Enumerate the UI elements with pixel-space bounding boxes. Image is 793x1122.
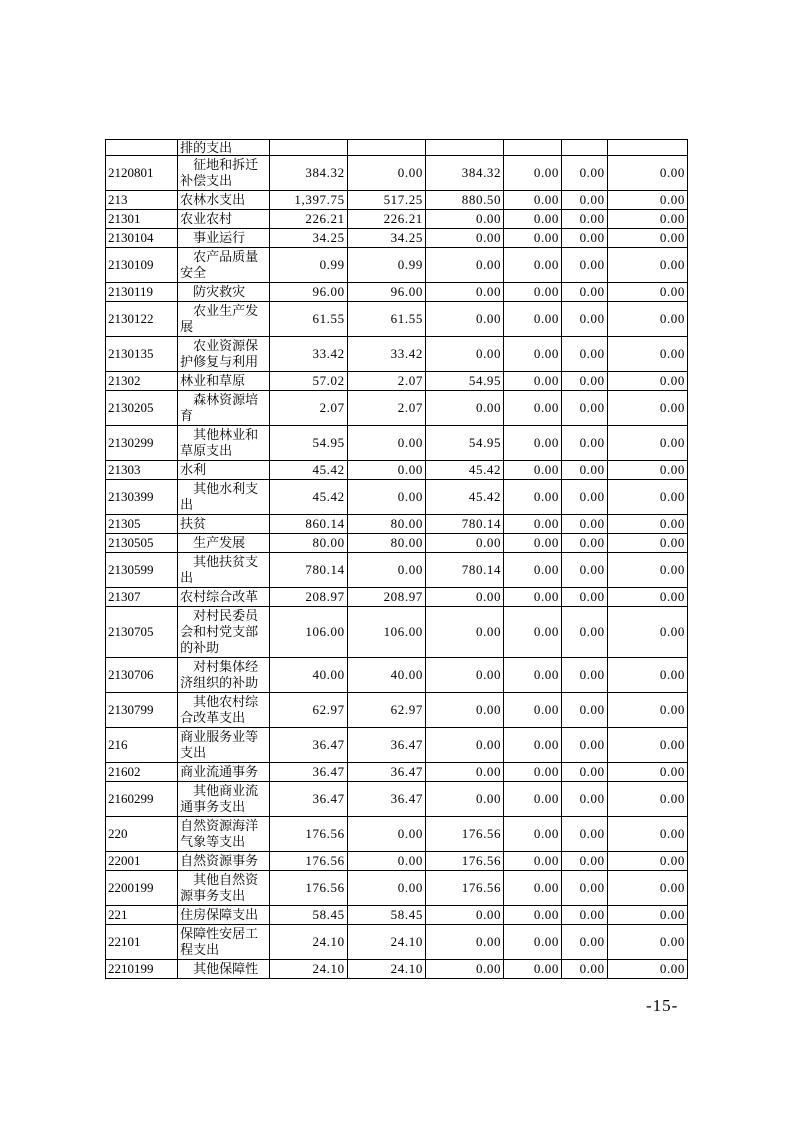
- value-cell: 0.00: [504, 283, 562, 302]
- code-cell: 2130599: [106, 553, 178, 588]
- value-cell: 0.00: [607, 960, 687, 979]
- value-cell: 106.00: [269, 607, 347, 658]
- value-cell: 226.21: [269, 210, 347, 229]
- value-cell: 0.00: [347, 553, 425, 588]
- value-cell: 0.00: [607, 906, 687, 925]
- name-cell: 其他水利支出: [178, 480, 269, 515]
- table-row: [106, 960, 688, 979]
- value-cell: 1,397.75: [269, 191, 347, 210]
- value-cell: 176.56: [425, 871, 503, 906]
- value-cell: 0.00: [607, 728, 687, 763]
- table-row: [106, 426, 688, 461]
- table-row: [106, 588, 688, 607]
- value-cell: 0.00: [607, 782, 687, 817]
- value-cell: 62.97: [269, 693, 347, 728]
- value-cell: 0.00: [425, 763, 503, 782]
- value-cell: 0.00: [607, 283, 687, 302]
- value-cell: 80.00: [347, 534, 425, 553]
- value-cell: 0.00: [504, 925, 562, 960]
- value-cell: 226.21: [347, 210, 425, 229]
- value-cell: 0.00: [607, 588, 687, 607]
- value-cell: 0.00: [425, 925, 503, 960]
- budget-table-container: [105, 139, 688, 979]
- value-cell: 517.25: [347, 191, 425, 210]
- value-cell: 0.00: [562, 925, 608, 960]
- name-cell: 征地和拆迁补偿支出: [178, 156, 269, 191]
- name-cell: 森林资源培育: [178, 391, 269, 426]
- name-cell: 农产品质量安全: [178, 248, 269, 283]
- table-row: [106, 515, 688, 534]
- value-cell: 0.00: [607, 534, 687, 553]
- value-cell: 0.00: [504, 763, 562, 782]
- value-cell: 0.00: [562, 817, 608, 852]
- value-cell: 0.00: [504, 426, 562, 461]
- value-cell: 0.99: [347, 248, 425, 283]
- value-cell: [562, 140, 608, 156]
- value-cell: [347, 140, 425, 156]
- value-cell: 0.00: [607, 763, 687, 782]
- value-cell: 0.00: [425, 588, 503, 607]
- value-cell: 0.00: [504, 658, 562, 693]
- value-cell: 0.00: [562, 480, 608, 515]
- value-cell: 40.00: [347, 658, 425, 693]
- value-cell: 0.00: [562, 553, 608, 588]
- code-cell: 2130122: [106, 302, 178, 337]
- value-cell: 2.07: [347, 391, 425, 426]
- value-cell: 0.00: [562, 461, 608, 480]
- value-cell: 36.47: [269, 763, 347, 782]
- name-cell: 自然资源事务: [178, 852, 269, 871]
- code-cell: 220: [106, 817, 178, 852]
- value-cell: 45.42: [269, 461, 347, 480]
- value-cell: 0.00: [504, 229, 562, 248]
- value-cell: 0.00: [607, 229, 687, 248]
- value-cell: 0.00: [562, 782, 608, 817]
- value-cell: 24.10: [347, 960, 425, 979]
- value-cell: 0.00: [425, 782, 503, 817]
- value-cell: 176.56: [269, 852, 347, 871]
- name-cell: 农林水支出: [178, 191, 269, 210]
- value-cell: 0.00: [562, 248, 608, 283]
- value-cell: 0.00: [347, 852, 425, 871]
- code-cell: 21301: [106, 210, 178, 229]
- value-cell: 36.47: [347, 728, 425, 763]
- value-cell: 0.00: [504, 906, 562, 925]
- code-cell: 21307: [106, 588, 178, 607]
- code-cell: 2120801: [106, 156, 178, 191]
- value-cell: 208.97: [347, 588, 425, 607]
- value-cell: 0.00: [425, 906, 503, 925]
- table-row: [106, 337, 688, 372]
- table-row: [106, 728, 688, 763]
- value-cell: 0.00: [562, 607, 608, 658]
- table-row: [106, 925, 688, 960]
- table-row: [106, 852, 688, 871]
- value-cell: 0.00: [504, 391, 562, 426]
- value-cell: 880.50: [425, 191, 503, 210]
- name-cell: 防灾救灾: [178, 283, 269, 302]
- value-cell: 0.00: [504, 480, 562, 515]
- code-cell: 2130705: [106, 607, 178, 658]
- value-cell: 0.00: [562, 372, 608, 391]
- value-cell: 0.00: [562, 534, 608, 553]
- table-row: [106, 871, 688, 906]
- budget-table: [105, 139, 688, 979]
- table-row: [106, 534, 688, 553]
- value-cell: 0.00: [504, 156, 562, 191]
- value-cell: 0.00: [607, 871, 687, 906]
- value-cell: 0.00: [607, 553, 687, 588]
- value-cell: 0.00: [562, 283, 608, 302]
- value-cell: [425, 140, 503, 156]
- value-cell: 0.00: [347, 426, 425, 461]
- value-cell: 0.00: [425, 302, 503, 337]
- code-cell: 21302: [106, 372, 178, 391]
- value-cell: 0.00: [607, 372, 687, 391]
- code-cell: 21303: [106, 461, 178, 480]
- value-cell: 0.00: [607, 515, 687, 534]
- value-cell: 0.00: [562, 337, 608, 372]
- value-cell: 0.00: [607, 337, 687, 372]
- value-cell: 0.00: [562, 156, 608, 191]
- value-cell: 0.00: [562, 658, 608, 693]
- value-cell: 0.00: [562, 391, 608, 426]
- value-cell: 24.10: [347, 925, 425, 960]
- value-cell: 0.00: [504, 693, 562, 728]
- table-row: [106, 210, 688, 229]
- table-row: [106, 553, 688, 588]
- value-cell: 0.00: [607, 480, 687, 515]
- name-cell: 其他自然资源事务支出: [178, 871, 269, 906]
- code-cell: 2130505: [106, 534, 178, 553]
- name-cell: 其他商业流通事务支出: [178, 782, 269, 817]
- value-cell: 0.00: [425, 391, 503, 426]
- code-cell: [106, 140, 178, 156]
- value-cell: 0.00: [504, 960, 562, 979]
- value-cell: 45.42: [269, 480, 347, 515]
- code-cell: 21305: [106, 515, 178, 534]
- value-cell: 36.47: [269, 728, 347, 763]
- name-cell: 事业运行: [178, 229, 269, 248]
- name-cell: 排的支出: [178, 140, 269, 156]
- budget-table-body: [106, 140, 688, 979]
- value-cell: 176.56: [425, 852, 503, 871]
- table-row: [106, 248, 688, 283]
- name-cell: 对村民委员会和村党支部的补助: [178, 607, 269, 658]
- value-cell: 176.56: [269, 817, 347, 852]
- name-cell: 生产发展: [178, 534, 269, 553]
- value-cell: 0.00: [562, 515, 608, 534]
- value-cell: 0.00: [607, 156, 687, 191]
- name-cell: 住房保障支出: [178, 906, 269, 925]
- value-cell: 0.00: [425, 607, 503, 658]
- table-row: [106, 817, 688, 852]
- code-cell: 2130706: [106, 658, 178, 693]
- value-cell: 0.00: [607, 852, 687, 871]
- table-row: [106, 229, 688, 248]
- name-cell: 保障性安居工程支出: [178, 925, 269, 960]
- name-cell: 扶贫: [178, 515, 269, 534]
- name-cell: 农业农村: [178, 210, 269, 229]
- value-cell: 0.00: [504, 372, 562, 391]
- code-cell: 2130119: [106, 283, 178, 302]
- name-cell: 农业生产发展: [178, 302, 269, 337]
- name-cell: 农村综合改革: [178, 588, 269, 607]
- table-row: [106, 283, 688, 302]
- value-cell: 0.00: [504, 553, 562, 588]
- value-cell: 384.32: [269, 156, 347, 191]
- value-cell: 0.00: [504, 302, 562, 337]
- value-cell: 0.00: [425, 960, 503, 979]
- value-cell: 0.00: [607, 607, 687, 658]
- table-row: [106, 156, 688, 191]
- code-cell: 21602: [106, 763, 178, 782]
- value-cell: 0.00: [425, 248, 503, 283]
- value-cell: 0.00: [504, 728, 562, 763]
- value-cell: 0.00: [607, 461, 687, 480]
- value-cell: 80.00: [347, 515, 425, 534]
- table-row: [106, 658, 688, 693]
- name-cell: 对村集体经济组织的补助: [178, 658, 269, 693]
- value-cell: 0.00: [607, 426, 687, 461]
- value-cell: 106.00: [347, 607, 425, 658]
- name-cell: 水利: [178, 461, 269, 480]
- value-cell: 0.00: [504, 534, 562, 553]
- value-cell: 0.00: [562, 426, 608, 461]
- table-row: [106, 302, 688, 337]
- name-cell: 其他林业和草原支出: [178, 426, 269, 461]
- value-cell: 0.00: [504, 782, 562, 817]
- value-cell: 0.00: [562, 763, 608, 782]
- table-row: [106, 372, 688, 391]
- name-cell: 商业服务业等支出: [178, 728, 269, 763]
- value-cell: 0.00: [562, 210, 608, 229]
- value-cell: 58.45: [269, 906, 347, 925]
- value-cell: [607, 140, 687, 156]
- value-cell: 0.00: [562, 191, 608, 210]
- name-cell: 其他扶贫支出: [178, 553, 269, 588]
- name-cell: 林业和草原: [178, 372, 269, 391]
- value-cell: 0.00: [504, 248, 562, 283]
- value-cell: [269, 140, 347, 156]
- table-row: [106, 607, 688, 658]
- value-cell: 0.00: [347, 480, 425, 515]
- value-cell: 0.00: [425, 728, 503, 763]
- code-cell: 216: [106, 728, 178, 763]
- table-row: [106, 763, 688, 782]
- value-cell: 0.00: [562, 588, 608, 607]
- code-cell: 2200199: [106, 871, 178, 906]
- value-cell: 780.14: [425, 553, 503, 588]
- value-cell: 33.42: [269, 337, 347, 372]
- table-row: [106, 191, 688, 210]
- value-cell: 384.32: [425, 156, 503, 191]
- value-cell: 36.47: [269, 782, 347, 817]
- value-cell: 0.00: [504, 461, 562, 480]
- value-cell: 176.56: [269, 871, 347, 906]
- value-cell: 57.02: [269, 372, 347, 391]
- value-cell: 36.47: [347, 763, 425, 782]
- value-cell: 0.00: [425, 337, 503, 372]
- table-row: [106, 782, 688, 817]
- value-cell: 24.10: [269, 960, 347, 979]
- code-cell: 2160299: [106, 782, 178, 817]
- value-cell: 0.00: [607, 817, 687, 852]
- value-cell: 0.00: [562, 728, 608, 763]
- name-cell: 其他保障性: [178, 960, 269, 979]
- code-cell: 221: [106, 906, 178, 925]
- value-cell: 0.00: [504, 871, 562, 906]
- value-cell: 0.00: [562, 229, 608, 248]
- value-cell: 2.07: [269, 391, 347, 426]
- value-cell: 0.00: [607, 302, 687, 337]
- code-cell: 2130104: [106, 229, 178, 248]
- code-cell: 213: [106, 191, 178, 210]
- value-cell: 2.07: [347, 372, 425, 391]
- value-cell: 0.00: [425, 658, 503, 693]
- table-row: [106, 140, 688, 156]
- value-cell: 0.00: [562, 852, 608, 871]
- value-cell: 0.00: [504, 337, 562, 372]
- table-row: [106, 480, 688, 515]
- value-cell: 33.42: [347, 337, 425, 372]
- value-cell: 54.95: [425, 426, 503, 461]
- value-cell: 0.00: [504, 191, 562, 210]
- value-cell: 780.14: [425, 515, 503, 534]
- code-cell: 22001: [106, 852, 178, 871]
- value-cell: 0.00: [562, 871, 608, 906]
- value-cell: 0.00: [504, 817, 562, 852]
- value-cell: 176.56: [425, 817, 503, 852]
- value-cell: 0.00: [562, 693, 608, 728]
- code-cell: 2130299: [106, 426, 178, 461]
- name-cell: 自然资源海洋气象等支出: [178, 817, 269, 852]
- value-cell: 0.00: [347, 871, 425, 906]
- value-cell: 54.95: [269, 426, 347, 461]
- value-cell: 0.00: [504, 588, 562, 607]
- value-cell: 34.25: [347, 229, 425, 248]
- value-cell: 0.00: [425, 534, 503, 553]
- value-cell: 0.00: [562, 960, 608, 979]
- value-cell: 0.00: [425, 693, 503, 728]
- value-cell: 96.00: [347, 283, 425, 302]
- value-cell: 0.00: [347, 817, 425, 852]
- value-cell: 40.00: [269, 658, 347, 693]
- code-cell: 2130109: [106, 248, 178, 283]
- value-cell: 61.55: [269, 302, 347, 337]
- value-cell: 0.00: [504, 607, 562, 658]
- code-cell: 2130135: [106, 337, 178, 372]
- value-cell: 860.14: [269, 515, 347, 534]
- value-cell: 24.10: [269, 925, 347, 960]
- table-row: [106, 391, 688, 426]
- table-row: [106, 461, 688, 480]
- value-cell: 0.99: [269, 248, 347, 283]
- value-cell: 54.95: [425, 372, 503, 391]
- value-cell: 34.25: [269, 229, 347, 248]
- value-cell: 0.00: [425, 229, 503, 248]
- value-cell: 780.14: [269, 553, 347, 588]
- value-cell: 0.00: [347, 461, 425, 480]
- code-cell: 2210199: [106, 960, 178, 979]
- value-cell: 0.00: [607, 658, 687, 693]
- code-cell: 22101: [106, 925, 178, 960]
- name-cell: 其他农村综合改革支出: [178, 693, 269, 728]
- value-cell: 0.00: [607, 210, 687, 229]
- name-cell: 农业资源保护修复与利用: [178, 337, 269, 372]
- value-cell: 0.00: [504, 852, 562, 871]
- value-cell: 58.45: [347, 906, 425, 925]
- value-cell: 0.00: [607, 693, 687, 728]
- value-cell: 0.00: [562, 906, 608, 925]
- value-cell: 0.00: [607, 391, 687, 426]
- code-cell: 2130399: [106, 480, 178, 515]
- value-cell: 61.55: [347, 302, 425, 337]
- value-cell: 62.97: [347, 693, 425, 728]
- name-cell: 商业流通事务: [178, 763, 269, 782]
- table-row: [106, 906, 688, 925]
- value-cell: 45.42: [425, 461, 503, 480]
- value-cell: 0.00: [347, 156, 425, 191]
- value-cell: 0.00: [425, 283, 503, 302]
- code-cell: 2130205: [106, 391, 178, 426]
- value-cell: 0.00: [607, 925, 687, 960]
- code-cell: 2130799: [106, 693, 178, 728]
- value-cell: 0.00: [562, 302, 608, 337]
- page-number: -15-: [646, 996, 679, 1015]
- value-cell: 0.00: [504, 210, 562, 229]
- value-cell: 36.47: [347, 782, 425, 817]
- value-cell: 80.00: [269, 534, 347, 553]
- value-cell: 96.00: [269, 283, 347, 302]
- value-cell: 0.00: [607, 248, 687, 283]
- value-cell: [504, 140, 562, 156]
- value-cell: 45.42: [425, 480, 503, 515]
- value-cell: 0.00: [504, 515, 562, 534]
- value-cell: 0.00: [607, 191, 687, 210]
- value-cell: 208.97: [269, 588, 347, 607]
- table-row: [106, 693, 688, 728]
- value-cell: 0.00: [425, 210, 503, 229]
